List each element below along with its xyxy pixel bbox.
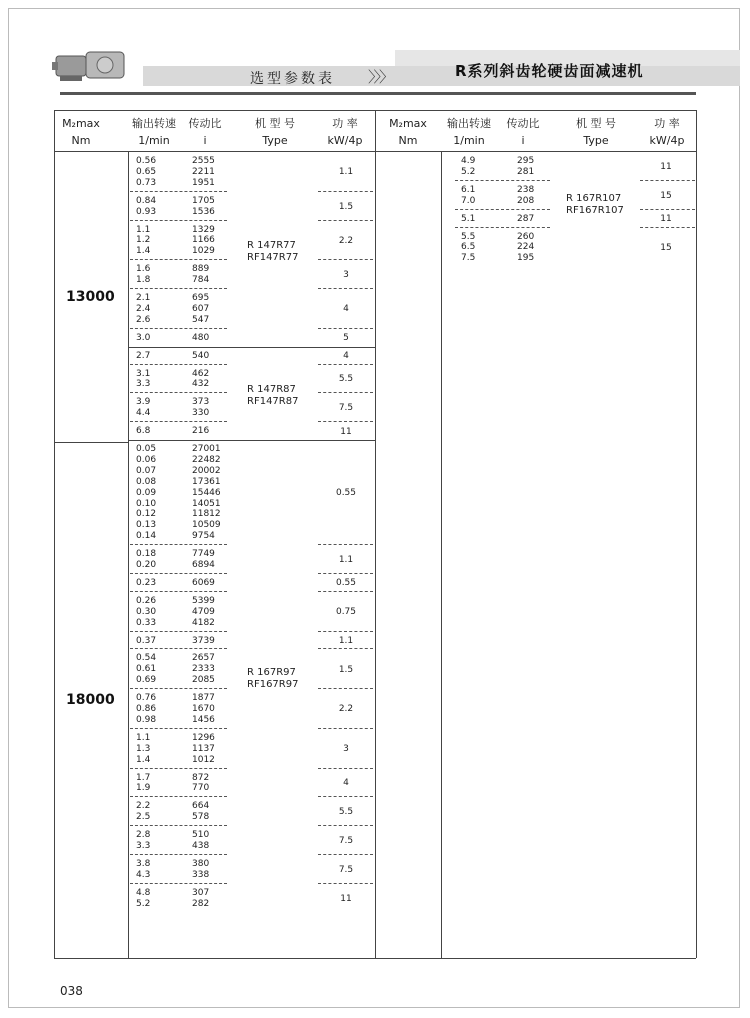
ratio-value: 15446 bbox=[192, 487, 221, 498]
speed-value: 2.1 bbox=[136, 293, 151, 303]
ratio-value: 2555 bbox=[192, 156, 215, 166]
block-separator-right bbox=[318, 288, 373, 289]
power-value: 1.5 bbox=[338, 201, 354, 212]
left-col-header-3-line1: 机 型 号 bbox=[255, 117, 295, 130]
ratio-value: 216 bbox=[192, 426, 210, 437]
block-separator-left bbox=[130, 825, 227, 826]
speed-value: 1.6 bbox=[136, 264, 151, 275]
ratio-value: 224 bbox=[517, 242, 535, 253]
speed-value: 3.3 bbox=[136, 379, 151, 390]
speed-value: 0.56 bbox=[136, 156, 157, 166]
ratio-value: 9754 bbox=[192, 531, 215, 542]
speed-value: 4.4 bbox=[136, 408, 151, 419]
power-value: 11 bbox=[660, 214, 672, 225]
main-title: R系列斜齿轮硬齿面减速机 bbox=[455, 62, 644, 80]
left-col-header-3-line2: Type bbox=[262, 134, 288, 147]
ratio-value: 480 bbox=[192, 332, 210, 343]
block-separator-left bbox=[130, 854, 227, 855]
block-separator-right bbox=[640, 227, 695, 228]
ratio-value: 784 bbox=[192, 275, 210, 286]
block-separator-left bbox=[455, 227, 550, 228]
ratio-value: 1456 bbox=[192, 714, 215, 725]
speed-value: 0.07 bbox=[136, 465, 157, 476]
ratio-value: 510 bbox=[192, 830, 210, 841]
left-header-bottom bbox=[54, 151, 375, 152]
speed-value: 1.8 bbox=[136, 275, 151, 286]
ratio-value: 1329 bbox=[192, 224, 215, 235]
block-separator-left bbox=[130, 191, 227, 192]
speed-value: 2.6 bbox=[136, 314, 151, 325]
speed-value: 0.93 bbox=[136, 206, 157, 217]
ratio-value: 17361 bbox=[192, 476, 221, 487]
speed-value: 5.2 bbox=[136, 898, 151, 909]
speed-value: 7.5 bbox=[461, 253, 476, 264]
power-value: 5.5 bbox=[338, 374, 354, 385]
block-separator-left bbox=[130, 573, 227, 574]
block-separator-right bbox=[318, 648, 373, 649]
right-col-header-2-line1: 传动比 bbox=[506, 117, 540, 130]
ratio-value: 1670 bbox=[192, 704, 215, 714]
power-value: 2.2 bbox=[338, 704, 354, 715]
right-col-header-1-line1: 输出转速 bbox=[447, 117, 491, 130]
block-separator-left bbox=[130, 768, 227, 769]
speed-value: 3.8 bbox=[136, 858, 151, 869]
power-value: 4 bbox=[343, 304, 349, 315]
torque-group-separator bbox=[54, 442, 128, 443]
ratio-value: 22482 bbox=[192, 454, 221, 465]
model-type-line2: RF167R107 bbox=[566, 205, 624, 217]
ratio-value: 1536 bbox=[192, 206, 215, 217]
block-separator-right bbox=[640, 180, 695, 181]
ratio-value: 695 bbox=[192, 293, 210, 303]
speed-value: 4.8 bbox=[136, 887, 151, 898]
ratio-value: 432 bbox=[192, 379, 210, 390]
power-value: 3 bbox=[343, 270, 349, 281]
ratio-value: 338 bbox=[192, 869, 210, 880]
ratio-value: 238 bbox=[517, 184, 535, 195]
section-title: 选型参数表 bbox=[250, 71, 335, 87]
ratio-value: 664 bbox=[192, 801, 210, 812]
speed-value: 1.1 bbox=[136, 732, 151, 743]
block-separator-left bbox=[130, 328, 227, 329]
block-separator-left bbox=[455, 209, 550, 210]
ratio-value: 872 bbox=[192, 772, 210, 783]
ratio-value: 27001 bbox=[192, 444, 221, 454]
speed-value: 2.7 bbox=[136, 350, 151, 361]
model-type-line2: RF147R77 bbox=[247, 251, 299, 263]
block-separator-left bbox=[130, 392, 227, 393]
ratio-value: 287 bbox=[517, 213, 535, 224]
speed-value: 0.08 bbox=[136, 476, 157, 487]
block-separator-right bbox=[318, 728, 373, 729]
power-value: 1.1 bbox=[338, 167, 354, 178]
model-type-line1: R 167R97 bbox=[247, 666, 296, 678]
ratio-value: 462 bbox=[192, 368, 210, 379]
block-separator-left bbox=[130, 648, 227, 649]
block-separator-left bbox=[130, 220, 227, 221]
ratio-value: 1951 bbox=[192, 177, 215, 188]
ratio-value: 770 bbox=[192, 783, 210, 794]
right-header-bottom bbox=[375, 151, 696, 152]
right-col-header-0-line1: M₂max bbox=[389, 117, 427, 130]
left-col-header-4-line2: kW/4p bbox=[327, 134, 363, 147]
left-col-header-0-line1: M₂max bbox=[62, 117, 100, 130]
ratio-value: 2657 bbox=[192, 653, 215, 664]
right-col-header-0-line2: Nm bbox=[398, 134, 418, 147]
speed-value: 6.8 bbox=[136, 426, 151, 437]
power-value: 0.55 bbox=[335, 488, 357, 499]
right-col-header-3-line2: Type bbox=[583, 134, 609, 147]
ratio-value: 307 bbox=[192, 887, 210, 898]
ratio-value: 282 bbox=[192, 898, 210, 909]
block-separator-right bbox=[318, 392, 373, 393]
block-separator-left bbox=[455, 180, 550, 181]
block-separator-right bbox=[318, 631, 373, 632]
ratio-value: 6894 bbox=[192, 560, 215, 570]
model-type-line2: RF167R97 bbox=[247, 678, 299, 690]
speed-value: 3.9 bbox=[136, 397, 151, 408]
block-separator-right bbox=[318, 768, 373, 769]
title-rule bbox=[60, 92, 696, 95]
model-type-line1: R 167R107 bbox=[566, 193, 622, 205]
model-type-line2: RF147R87 bbox=[247, 395, 299, 407]
table-right-border bbox=[696, 110, 697, 958]
speed-value: 0.26 bbox=[136, 595, 157, 606]
ratio-value: 1877 bbox=[192, 693, 215, 704]
speed-value: 3.1 bbox=[136, 368, 151, 379]
block-separator-left bbox=[130, 364, 227, 365]
speed-value: 0.06 bbox=[136, 454, 157, 465]
ratio-value: 540 bbox=[192, 350, 210, 361]
ratio-value: 10509 bbox=[192, 520, 221, 531]
right-col-header-4-line2: kW/4p bbox=[649, 134, 685, 147]
power-value: 11 bbox=[340, 893, 352, 904]
speed-value: 6.5 bbox=[461, 242, 476, 253]
left-col-header-1-line1: 输出转速 bbox=[132, 117, 176, 130]
ratio-value: 438 bbox=[192, 841, 210, 851]
ratio-value: 2085 bbox=[192, 675, 215, 686]
speed-value: 0.76 bbox=[136, 693, 157, 704]
ratio-value: 5399 bbox=[192, 595, 215, 606]
speed-value: 0.69 bbox=[136, 675, 157, 686]
block-separator-right bbox=[318, 688, 373, 689]
power-value: 11 bbox=[340, 426, 352, 437]
speed-value: 5.5 bbox=[461, 231, 476, 242]
block-separator-right bbox=[318, 854, 373, 855]
ratio-value: 607 bbox=[192, 303, 210, 314]
speed-value: 0.98 bbox=[136, 714, 157, 725]
power-value: 7.5 bbox=[338, 403, 354, 414]
block-separator-left bbox=[130, 544, 227, 545]
ratio-value: 195 bbox=[517, 253, 535, 264]
speed-value: 0.61 bbox=[136, 664, 157, 675]
block-separator-right bbox=[318, 220, 373, 221]
speed-value: 0.65 bbox=[136, 166, 157, 177]
ratio-value: 1166 bbox=[192, 235, 215, 246]
block-separator-right bbox=[318, 328, 373, 329]
right-col-header-2-line2: i bbox=[521, 134, 525, 147]
block-separator-left bbox=[130, 688, 227, 689]
speed-value: 0.30 bbox=[136, 606, 157, 617]
right-torque-divider bbox=[441, 151, 442, 958]
speed-value: 2.8 bbox=[136, 830, 151, 841]
block-separator-right bbox=[318, 796, 373, 797]
ratio-value: 295 bbox=[517, 156, 535, 166]
speed-value: 5.2 bbox=[461, 166, 476, 177]
ratio-value: 547 bbox=[192, 314, 210, 325]
speed-value: 3.3 bbox=[136, 841, 151, 851]
ratio-value: 4709 bbox=[192, 606, 215, 617]
speed-value: 0.37 bbox=[136, 635, 157, 646]
block-separator-left bbox=[130, 796, 227, 797]
power-value: 1.5 bbox=[338, 664, 354, 675]
speed-value: 0.86 bbox=[136, 704, 157, 714]
ratio-value: 1705 bbox=[192, 195, 215, 206]
power-value: 7.5 bbox=[338, 836, 354, 846]
power-value: 5 bbox=[343, 333, 349, 344]
block-separator-right bbox=[318, 544, 373, 545]
chevron-right-icon: 〉〉〉 bbox=[368, 68, 393, 86]
block-separator-right bbox=[318, 825, 373, 826]
block-separator-left bbox=[130, 883, 227, 884]
ratio-value: 3739 bbox=[192, 635, 215, 646]
left-col-header-4-line1: 功 率 bbox=[332, 117, 358, 130]
ratio-value: 11812 bbox=[192, 509, 221, 520]
speed-value: 2.2 bbox=[136, 801, 151, 812]
ratio-value: 1296 bbox=[192, 732, 215, 743]
ratio-value: 4182 bbox=[192, 617, 215, 628]
power-value: 1.1 bbox=[338, 555, 354, 565]
speed-value: 1.9 bbox=[136, 783, 151, 794]
speed-value: 2.4 bbox=[136, 303, 151, 314]
block-separator-right bbox=[318, 591, 373, 592]
ratio-value: 2211 bbox=[192, 166, 215, 177]
speed-value: 0.12 bbox=[136, 509, 157, 520]
ratio-value: 6069 bbox=[192, 577, 215, 588]
table-left-border bbox=[54, 110, 55, 958]
group-separator bbox=[128, 440, 375, 441]
ratio-value: 380 bbox=[192, 858, 210, 869]
speed-value: 2.5 bbox=[136, 812, 151, 823]
power-value: 7.5 bbox=[338, 864, 354, 875]
speed-value: 0.23 bbox=[136, 577, 157, 588]
gear-reducer-icon bbox=[50, 44, 130, 84]
model-type-line1: R 147R87 bbox=[247, 383, 296, 395]
block-separator-right bbox=[318, 573, 373, 574]
speed-value: 1.3 bbox=[136, 743, 151, 754]
speed-value: 6.1 bbox=[461, 184, 476, 195]
speed-value: 0.84 bbox=[136, 195, 157, 206]
speed-value: 3.0 bbox=[136, 332, 151, 343]
torque-value-18000: 18000 bbox=[66, 692, 115, 708]
left-torque-divider bbox=[128, 151, 129, 958]
right-col-header-3-line1: 机 型 号 bbox=[576, 117, 616, 130]
ratio-value: 2333 bbox=[192, 664, 215, 675]
left-col-header-2-line2: i bbox=[203, 134, 207, 147]
power-value: 1.1 bbox=[338, 635, 354, 646]
block-separator-left bbox=[130, 259, 227, 260]
right-col-header-1-line2: 1/min bbox=[453, 134, 485, 147]
ratio-value: 281 bbox=[517, 166, 535, 177]
right-col-header-4-line1: 功 率 bbox=[654, 117, 680, 130]
group-separator bbox=[128, 347, 375, 348]
power-value: 15 bbox=[660, 242, 672, 253]
ratio-value: 14051 bbox=[192, 498, 221, 509]
block-separator-left bbox=[130, 728, 227, 729]
ratio-value: 260 bbox=[517, 231, 535, 242]
ratio-value: 889 bbox=[192, 264, 210, 275]
left-col-header-1-line2: 1/min bbox=[138, 134, 170, 147]
power-value: 0.75 bbox=[335, 607, 357, 618]
table-divider bbox=[375, 110, 376, 958]
block-separator-left bbox=[130, 421, 227, 422]
ratio-value: 208 bbox=[517, 195, 535, 206]
power-value: 3 bbox=[343, 744, 349, 755]
speed-value: 1.2 bbox=[136, 235, 151, 246]
block-separator-right bbox=[318, 883, 373, 884]
ratio-value: 578 bbox=[192, 812, 210, 823]
power-value: 0.55 bbox=[335, 578, 357, 589]
speed-value: 0.18 bbox=[136, 549, 157, 560]
ratio-value: 20002 bbox=[192, 465, 221, 476]
power-value: 4 bbox=[343, 351, 349, 362]
block-separator-right bbox=[640, 209, 695, 210]
speed-value: 0.14 bbox=[136, 531, 157, 542]
speed-value: 1.4 bbox=[136, 754, 151, 765]
table-bottom-border bbox=[54, 958, 696, 959]
speed-value: 0.54 bbox=[136, 653, 157, 664]
speed-value: 0.10 bbox=[136, 498, 157, 509]
block-separator-right bbox=[318, 364, 373, 365]
ratio-value: 373 bbox=[192, 397, 210, 408]
ratio-value: 1137 bbox=[192, 743, 215, 754]
block-separator-left bbox=[130, 631, 227, 632]
block-separator-left bbox=[130, 591, 227, 592]
ratio-value: 1012 bbox=[192, 754, 215, 765]
page-frame bbox=[8, 8, 740, 1008]
ratio-value: 7749 bbox=[192, 549, 215, 560]
power-value: 15 bbox=[660, 190, 672, 201]
speed-value: 0.20 bbox=[136, 560, 157, 570]
block-separator-right bbox=[318, 259, 373, 260]
speed-value: 5.1 bbox=[461, 213, 476, 224]
page-number: 038 bbox=[60, 984, 83, 998]
speed-value: 1.1 bbox=[136, 224, 151, 235]
speed-value: 0.05 bbox=[136, 444, 157, 454]
speed-value: 0.13 bbox=[136, 520, 157, 531]
block-separator-right bbox=[318, 191, 373, 192]
left-col-header-0-line2: Nm bbox=[71, 134, 91, 147]
block-separator-left bbox=[130, 288, 227, 289]
speed-value: 1.4 bbox=[136, 246, 151, 257]
torque-value-13000: 13000 bbox=[66, 288, 115, 305]
ratio-value: 1029 bbox=[192, 246, 215, 257]
model-type-line1: R 147R77 bbox=[247, 239, 296, 251]
speed-value: 0.33 bbox=[136, 617, 157, 628]
speed-value: 4.9 bbox=[461, 156, 476, 166]
ratio-value: 330 bbox=[192, 408, 210, 419]
power-value: 11 bbox=[660, 161, 672, 172]
power-value: 2.2 bbox=[338, 235, 354, 246]
block-separator-right bbox=[318, 421, 373, 422]
speed-value: 1.7 bbox=[136, 772, 151, 783]
speed-value: 7.0 bbox=[461, 195, 476, 206]
left-col-header-2-line1: 传动比 bbox=[188, 117, 222, 130]
header-band bbox=[143, 66, 740, 86]
speed-value: 0.09 bbox=[136, 487, 157, 498]
power-value: 5.5 bbox=[338, 807, 354, 818]
speed-value: 4.3 bbox=[136, 869, 151, 880]
speed-value: 0.73 bbox=[136, 177, 157, 188]
power-value: 4 bbox=[343, 778, 349, 789]
